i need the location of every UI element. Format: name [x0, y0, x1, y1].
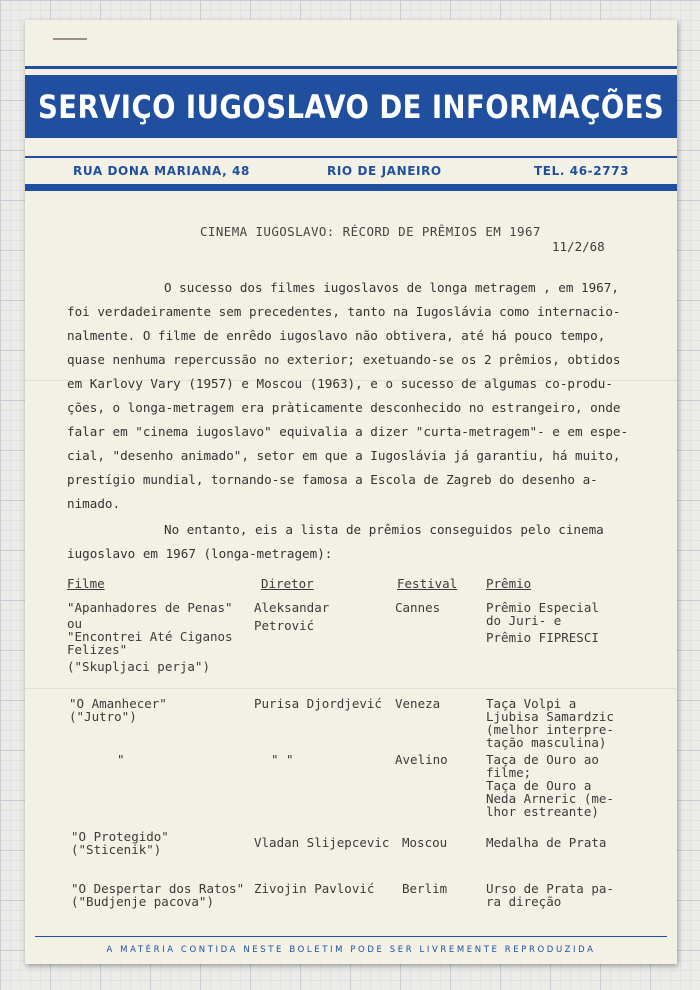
document-date: 11/2/68: [552, 239, 605, 254]
text-line: cial, "desenho animado", setor em que a Iugoslávia já garantiu, há muito,: [67, 448, 621, 463]
fold-line: [25, 688, 677, 689]
header-bottom-band: [25, 184, 677, 191]
column-header-festival: Festival: [397, 576, 458, 591]
staple-mark: [53, 38, 87, 40]
table-row-5-film: "O Despertar dos Ratos" ("Budjenje pacova"): [71, 881, 245, 909]
document-title: CINEMA IUGOSLAVO: RÉCORD DE PRÊMIOS EM 1967: [200, 224, 541, 239]
table-row-1-festival: Cannes: [395, 600, 441, 615]
header-top-rule: [25, 66, 677, 69]
table-row-3-prize: Taça de Ouro ao filme; Taça de Ouro a Neda Arneric (me- lhor estreante): [486, 752, 614, 819]
column-header-film: Filme: [67, 576, 105, 591]
text-line: em Karlovy Vary (1957) e Moscou (1963), e o sucesso de algumas co-produ-: [67, 376, 613, 391]
text-line: falar em "cinema iugoslavo" equivalia a dizer "curta-metragem"- e em espe-: [67, 424, 629, 439]
letter-sheet: [25, 20, 677, 964]
text-line: foi verdadeiramente sem precedentes, tanto na Iugoslávia como internacio-: [67, 304, 621, 319]
letterhead-title: SERVIÇO IUGOSLAVO DE INFORMAÇÕES: [37, 87, 665, 126]
text-line: nalmente. O filme de enrêdo iugoslavo não obtivera, até há pouco tempo,: [67, 328, 606, 343]
footer-rule: [35, 936, 667, 937]
table-row-1-prize: Prêmio Especial do Juri- e Prêmio FIPRESCI: [486, 600, 599, 645]
header-address-rule: [25, 156, 677, 158]
text-line: iugoslavo em 1967 (longa-metragem):: [67, 546, 333, 561]
table-row-3-film: ": [117, 752, 125, 767]
table-row-5-prize: Urso de Prata pa- ra direção: [486, 881, 614, 909]
table-row-3-festival: Avelino: [395, 752, 448, 767]
column-header-prize: Prêmio: [486, 576, 532, 591]
text-line: O sucesso dos filmes iugoslavos de longa metragem , em 1967,: [164, 280, 619, 295]
text-line: quase nenhuma repercussão no exterior; exetuando-se os 2 prêmios, obtidos: [67, 352, 621, 367]
letterhead-address-row: [25, 160, 677, 184]
text-line: prestígio mundial, tornando-se famosa a Escola de Zagreb do desenho a-: [67, 472, 598, 487]
table-row-4-festival: Moscou: [402, 835, 448, 850]
table-row-4-prize: Medalha de Prata: [486, 835, 607, 850]
text-line: ções, o longa-metragem era pràticamente desconhecido no estrangeiro, onde: [67, 400, 621, 415]
table-row-2-prize: Taça Volpi a Ljubisa Samardzic (melhor interpre- tação masculina): [486, 696, 614, 750]
table-row-4-director: Vladan Slijepcevic: [254, 835, 390, 850]
text-line: nimado.: [67, 496, 121, 511]
letterhead-city: RIO DE JANEIRO: [327, 164, 442, 178]
letterhead-band: [25, 75, 677, 138]
text-line: No entanto, eis a lista de prêmios conseguidos pelo cinema: [164, 522, 604, 537]
table-row-4-film: "O Protegido" ("Sticenik"): [71, 829, 169, 857]
column-header-director: Diretor: [261, 576, 314, 591]
table-row-5-festival: Berlim: [402, 881, 448, 896]
table-row-2-film: "O Amanhecer" ("Jutro"): [69, 696, 167, 724]
letterhead-phone: TEL. 46-2773: [534, 164, 630, 178]
table-row-5-director: Zivojin Pavlović: [254, 881, 375, 896]
table-row-2-director: Purisa Djordjević: [254, 696, 382, 711]
table-row-1-director: Aleksandar Petrović: [254, 600, 330, 633]
footer-notice: A MATÉRIA CONTIDA NESTE BOLETIM PODE SER LIVREMENTE REPRODUZIDA: [106, 945, 596, 955]
table-row-2-festival: Veneza: [395, 696, 441, 711]
letterhead-address: RUA DONA MARIANA, 48: [73, 164, 250, 178]
table-row-1-film: "Apanhadores de Penas" ou "Encontrei Até Ciganos Felizes" ("Skupljaci perja"): [67, 600, 233, 674]
table-row-3-director: " ": [271, 752, 294, 767]
